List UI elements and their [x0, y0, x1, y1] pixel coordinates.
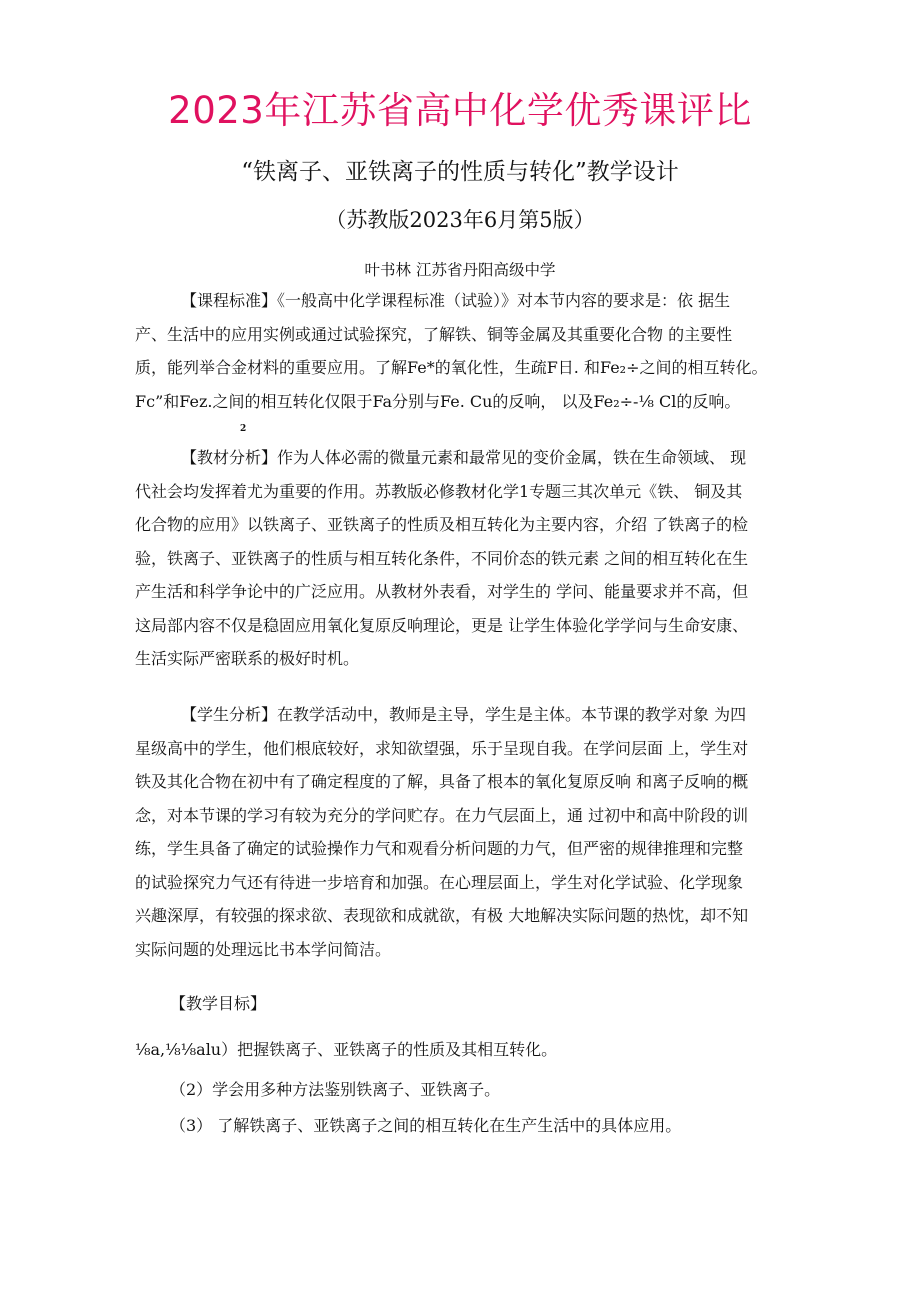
paragraph-line: 练，学生具备了确定的试验操作力气和观看分析问题的力气，但严密的规律推理和完整	[135, 839, 744, 858]
paragraph-line: 质，能列举合金材料的重要应用。了解Fe*的氧化性，生疏F日. 和Fe₂÷之间的相互转化。	[135, 358, 768, 377]
paragraph-line: 的试验探究力气还有待进一步培育和加强。在心理层面上，学生对化学试验、化学现象	[135, 872, 744, 892]
paragraph-line: 化合物的应用》以铁离子、亚铁离子的性质及相互转化为主要内容，介绍 了铁离子的检	[135, 515, 749, 534]
document-title: 2023年江苏省高中化学优秀课评比	[168, 89, 752, 132]
textbook-analysis-paragraph	[135, 441, 785, 676]
student-analysis-paragraph	[135, 698, 785, 966]
course-standard-paragraph	[135, 284, 785, 418]
edition-note: （苏教版2023年6月第5版）	[325, 208, 595, 232]
paragraph-line: 生活实际严密联系的极好时机。	[135, 649, 360, 668]
paragraph-line: 代社会均发挥着尤为重要的作用。苏教版必修教材化学1专题三其次单元《铁、 铜及其	[135, 481, 743, 501]
paragraph-line: 验，铁离子、亚铁离子的性质与相互转化条件，不同价态的铁元素 之间的相互转化在生	[135, 548, 749, 568]
objectives-heading: 【教学目标】	[170, 994, 267, 1013]
paragraph-line: 念，对本节课的学习有较为充分的学问贮存。在力气层面上，通 过初中和高中阶段的训	[135, 805, 749, 825]
paragraph-line: 实际问题的处理远比书本学问简洁。	[135, 939, 392, 959]
objective-item: （2）学会用多种方法鉴别铁离子、亚铁离子。	[170, 1080, 501, 1099]
objective-item: （3） 了解铁离子、亚铁离子之间的相互转化在生产生活中的具体应用。	[170, 1116, 682, 1135]
footnote-marker: 2	[240, 424, 247, 434]
objective-item: ⅛a,⅛⅛alu）把握铁离子、亚铁离子的性质及其相互转化。	[135, 1040, 558, 1059]
paragraph-line: 【学生分析】在教学活动中，教师是主导，学生是主体。本节课的教学对象 为四	[181, 705, 747, 724]
paragraph-line: 产、生活中的应用实例或通过试验探究，了解铁、铜等金属及其重要化合物 的主要性	[135, 324, 733, 344]
paragraph-line: 【教材分析】作为人体必需的微量元素和最常见的变价金属，铁在生命领域、 现	[181, 448, 747, 467]
paragraph-line: 兴趣深厚，有较强的探求欲、表现欲和成就欲，有极 大地解决实际问题的热忱，却不知	[135, 906, 749, 925]
paragraph-line: 【课程标准】《一般高中化学课程标准（试验）》对本节内容的要求是：依 据生	[181, 291, 731, 310]
paragraph-line: 产生活和科学争论中的广泛应用。从教材外表看，对学生的 学问、能量要求并不高，但	[135, 582, 749, 601]
document-subtitle: “铁离子、亚铁离子的性质与转化”教学设计	[241, 159, 679, 185]
paragraph-line: 铁及其化合物在初中有了确定程度的了解，具备了根本的氧化复原反响 和离子反响的概	[135, 772, 749, 791]
paragraph-line: 星级高中的学生，他们根底较好，求知欲望强，乐于呈现自我。在学问层面 上，学生对	[135, 738, 749, 758]
author-line: 叶书林 江苏省丹阳高级中学	[364, 261, 556, 279]
paragraph-line: 这局部内容不仅是稳固应用氧化复原反响理论，更是 让学生体验化学学问与生命安康、	[135, 615, 749, 635]
paragraph-line: Fc”和Fez.之间的相互转化仅限于Fa分别与Fe. Cu的反响， 以及Fe₂÷-⅛ Cl的反响。	[135, 391, 741, 411]
